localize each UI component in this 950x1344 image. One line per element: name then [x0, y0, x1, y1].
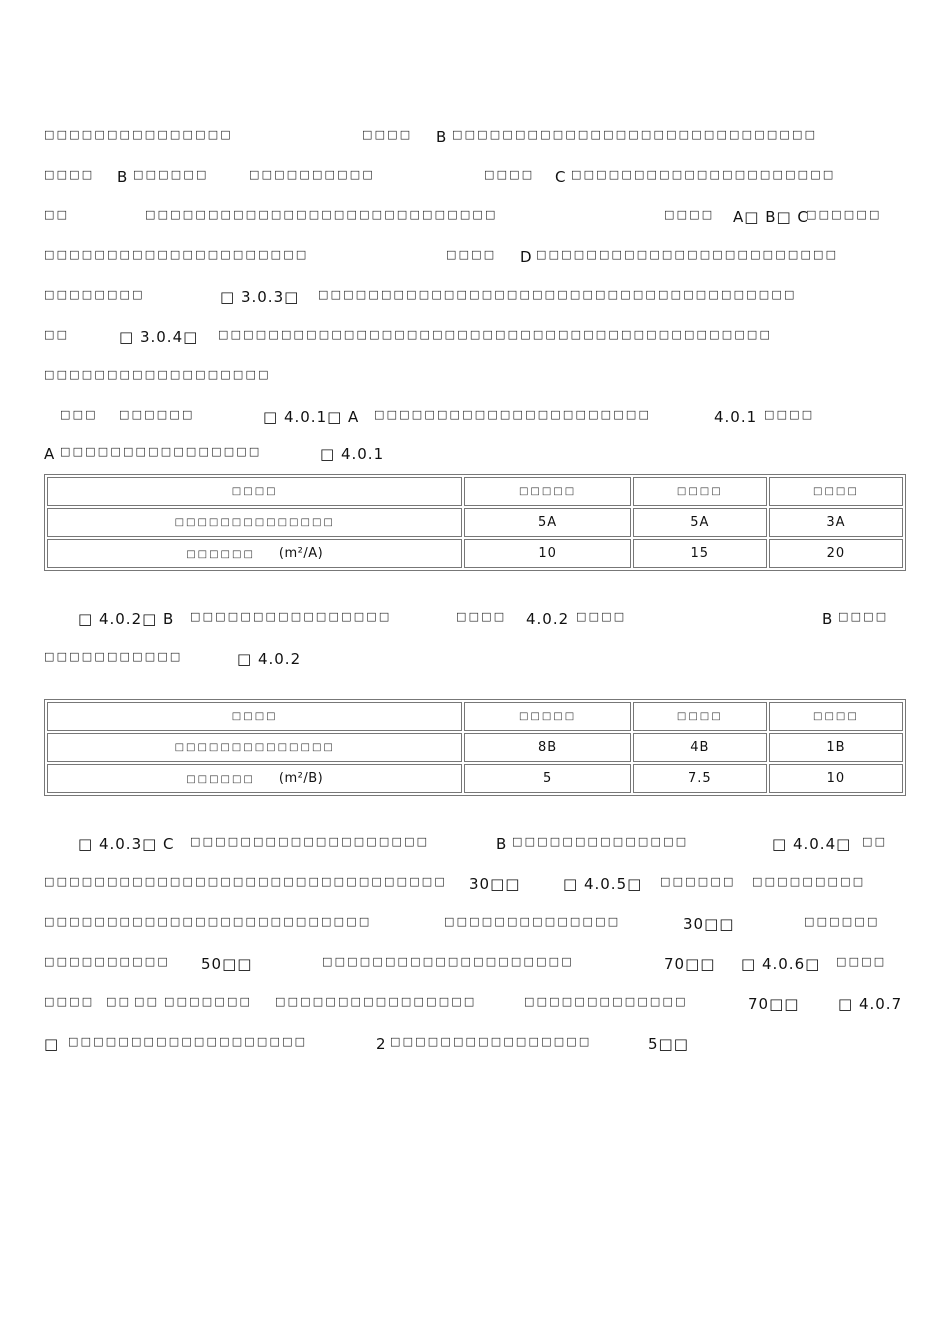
rating-table-a: [44, 474, 906, 571]
table-header-cell: □□□□: [633, 702, 767, 731]
text-run: □ 4.0.2: [237, 650, 302, 668]
table-cell: 10: [464, 539, 630, 568]
text-run: □□□□: [836, 955, 887, 968]
row-label-text: □□□□□□: [186, 549, 255, 560]
table-row-label: □□□□□□□□□□□□□□: [47, 733, 462, 762]
rating-table-b: [44, 699, 906, 796]
text-run: □ 4.0.4□: [772, 835, 852, 853]
text-run: □□□□□□□□□□: [249, 168, 375, 181]
text-run: □□□□□□□□□□□□□□□□: [190, 610, 392, 623]
text-run: □□□□□□□□□□□□□□□□□□□□□□□□□□□□□□□□□□□□□□□□□□□□: [218, 328, 773, 341]
text-run: □□□□□□□□□□□□□□□□: [390, 1035, 592, 1048]
table-header-cell: □□□□: [633, 477, 767, 506]
text-run: □□: [44, 328, 70, 341]
text-run: B: [822, 610, 834, 628]
text-run: □□□□□□□□□□□□□: [524, 995, 688, 1008]
text-run: □□□□: [664, 208, 715, 221]
table-row: [47, 764, 903, 793]
table-header-cell: □□□□: [769, 477, 903, 506]
text-run: □□□□□□: [804, 915, 880, 928]
text-run: 4.0.1: [714, 408, 758, 426]
text-run: □□□□□□□□□□□□□□: [512, 835, 689, 848]
table-row-label: [47, 764, 462, 793]
text-run: □□: [134, 995, 160, 1008]
text-run: □□: [106, 995, 132, 1008]
text-run: □□□□□□□□□: [752, 875, 866, 888]
table-row: [47, 508, 903, 537]
text-run: □□□□□□□□□□□□□□□□□□□□□□□□□□□□: [145, 208, 498, 221]
text-run: □□□□: [576, 610, 627, 623]
text-run: 70□□: [748, 995, 800, 1013]
table-row: [47, 539, 903, 568]
table-cell: 15: [633, 539, 767, 568]
table-header-cell: □□□□: [769, 702, 903, 731]
text-run: □□□□□□□□□□□□□□□□□□□□□□: [374, 408, 652, 421]
text-run: □□□□□□□□□□□□□□□: [44, 128, 233, 141]
text-run: A□ B□ C: [733, 208, 809, 226]
row-label-unit: (m²/A): [278, 546, 324, 561]
table-header-cell: □□□□□: [464, 702, 630, 731]
text-run: □□□□□□□□□□□□□□□□□□□□□: [571, 168, 836, 181]
table-row-label: □□□□□□□□□□□□□□: [47, 508, 462, 537]
text-run: B: [117, 168, 129, 186]
table-cell: 1B: [769, 733, 903, 762]
text-run: □ 4.0.1□ A: [263, 408, 360, 426]
text-run: □□□□□□: [133, 168, 209, 181]
text-run: □ 4.0.6□: [741, 955, 821, 973]
table-cell: 20: [769, 539, 903, 568]
text-run: □□□□□□□□□□□□□□□□□□□: [190, 835, 430, 848]
table-cell: 5A: [464, 508, 630, 537]
text-run: B: [496, 835, 508, 853]
table-row-label: [47, 539, 462, 568]
text-run: □□□□□□□□□□□□□□□□□□□□□□□□□□: [44, 915, 372, 928]
row-label-text: □□□□□□: [186, 774, 255, 785]
table-cell: 7.5: [633, 764, 767, 793]
text-run: □ 4.0.3□ C: [78, 835, 175, 853]
row-label-unit: (m²/B): [278, 771, 324, 786]
table-cell: 10: [769, 764, 903, 793]
text-run: □□□□: [44, 995, 95, 1008]
text-run: □ 4.0.7: [838, 995, 903, 1013]
text-run: 5□□: [648, 1035, 689, 1053]
text-run: □□: [862, 835, 888, 848]
text-run: □□□□: [44, 168, 95, 181]
text-run: □□□□□□□□□□□□□□□□□□□□□□□□□□□□□: [452, 128, 818, 141]
text-run: D: [520, 248, 533, 266]
text-run: □□□□: [764, 408, 815, 421]
text-run: □□□□□□□□□□: [44, 955, 170, 968]
text-run: □□□□□□□□□□□□□□□□□□□□□: [44, 248, 309, 261]
text-run: □ 3.0.3□: [220, 288, 300, 306]
text-run: □□□□: [838, 610, 889, 623]
table-row: [47, 733, 903, 762]
text-run: □□□□□□□□□□□: [44, 650, 183, 663]
table-header-cell: □□□□: [47, 477, 462, 506]
text-run: □□□□□□□□: [44, 288, 145, 301]
text-run: □□□: [60, 408, 98, 421]
text-run: 2: [376, 1035, 387, 1053]
text-run: □□□□: [456, 610, 507, 623]
text-run: 70□□: [664, 955, 716, 973]
table-header-row: [47, 477, 903, 506]
text-run: □ 4.0.2□ B: [78, 610, 175, 628]
text-run: C: [555, 168, 567, 186]
text-run: □ 3.0.4□: [119, 328, 199, 346]
text-run: □□□□□□□□□□□□□□□□□□□□□□□□: [536, 248, 839, 261]
text-run: 50□□: [201, 955, 253, 973]
text-run: 4.0.2: [526, 610, 570, 628]
table-header-cell: □□□□: [47, 702, 462, 731]
text-run: □□□□□□□□□□□□□□□□: [275, 995, 477, 1008]
table-cell: 3A: [769, 508, 903, 537]
table-header-cell: □□□□□: [464, 477, 630, 506]
text-run: □□□□□□□□□□□□□□□□□□□□: [322, 955, 574, 968]
text-run: □□□□: [484, 168, 535, 181]
text-run: □□□□: [446, 248, 497, 261]
text-run: □□□□□□: [806, 208, 882, 221]
table-cell: 5A: [633, 508, 767, 537]
text-run: □ 4.0.1: [320, 445, 385, 463]
text-run: 30□□: [469, 875, 521, 893]
text-run: □□□□□□: [660, 875, 736, 888]
text-run: □□□□□□□□□□□□□□: [444, 915, 621, 928]
text-run: B: [436, 128, 448, 146]
text-run: □□: [44, 208, 70, 221]
text-run: □□□□□□□□□□□□□□□□: [60, 445, 262, 458]
text-run: □□□□□□□□□□□□□□□□□□□: [68, 1035, 308, 1048]
table-cell: 4B: [633, 733, 767, 762]
text-run: □ 4.0.5□: [563, 875, 643, 893]
text-run: □□□□□□□: [164, 995, 253, 1008]
text-run: □□□□□□: [119, 408, 195, 421]
text-run: □: [44, 1035, 60, 1053]
text-run: □□□□□□□□□□□□□□□□□□: [44, 368, 271, 381]
text-run: □□□□: [362, 128, 413, 141]
text-run: 30□□: [683, 915, 735, 933]
text-run: □□□□□□□□□□□□□□□□□□□□□□□□□□□□□□□□□□□□□□: [318, 288, 797, 301]
text-run: □□□□□□□□□□□□□□□□□□□□□□□□□□□□□□□□: [44, 875, 447, 888]
table-cell: 8B: [464, 733, 630, 762]
table-header-row: [47, 702, 903, 731]
text-run: A: [44, 445, 56, 463]
table-cell: 5: [464, 764, 630, 793]
